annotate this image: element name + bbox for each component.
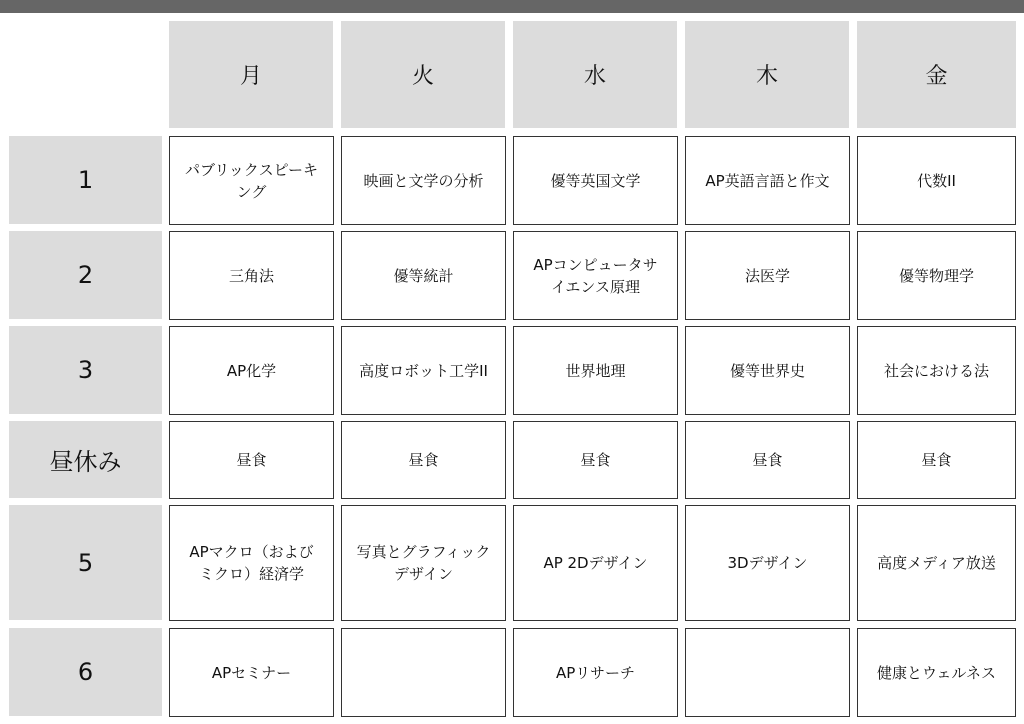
class-name: パブリックスピーキング bbox=[184, 160, 319, 201]
class-name: 昼食 bbox=[580, 451, 611, 469]
class-name: APマクロ（およびミクロ）経済学 bbox=[189, 543, 314, 583]
schedule-cell bbox=[685, 421, 850, 499]
schedule-cell bbox=[685, 628, 850, 717]
period-header-1: 1 bbox=[9, 136, 162, 224]
class-name: 昼食 bbox=[752, 451, 783, 469]
class-name: 昼食 bbox=[236, 451, 267, 469]
schedule-cell bbox=[169, 505, 334, 621]
class-name: 代数II bbox=[917, 171, 956, 190]
class-name: 法医学 bbox=[744, 266, 790, 285]
period-header-5: 5 bbox=[9, 505, 162, 620]
schedule-cell bbox=[169, 231, 334, 320]
class-name: 社会における法 bbox=[883, 361, 989, 380]
class-name: 昼食 bbox=[408, 451, 439, 469]
schedule-cell bbox=[169, 421, 334, 499]
schedule-cell bbox=[857, 136, 1016, 225]
class-name: 昼食 bbox=[921, 451, 952, 469]
class-name: APセミナー bbox=[211, 663, 292, 682]
day-header-tue: 火 bbox=[341, 21, 505, 128]
schedule-cell bbox=[685, 231, 850, 320]
schedule-cell bbox=[513, 421, 678, 499]
schedule-cell bbox=[341, 326, 506, 415]
schedule-cell bbox=[341, 136, 506, 225]
schedule-cell bbox=[513, 136, 678, 225]
class-name: 高度メディア放送 bbox=[877, 554, 996, 572]
schedule-cell bbox=[513, 505, 678, 621]
class-name: AP 2Dデザイン bbox=[543, 554, 648, 572]
schedule-cell bbox=[513, 628, 678, 717]
schedule-cell bbox=[169, 628, 334, 717]
schedule-cell bbox=[685, 505, 850, 621]
period-header-3: 3 bbox=[9, 326, 162, 414]
schedule-cell bbox=[341, 628, 506, 717]
day-header-mon: 月 bbox=[169, 21, 333, 128]
period-header-6: 6 bbox=[9, 628, 162, 716]
class-name: 世界地理 bbox=[565, 361, 626, 380]
class-name: 高度ロボット工学II bbox=[359, 361, 488, 380]
class-name: 優等世界史 bbox=[729, 361, 805, 380]
schedule-cell bbox=[857, 326, 1016, 415]
class-name: 優等物理学 bbox=[898, 266, 974, 285]
day-header-thu: 木 bbox=[685, 21, 849, 128]
schedule-cell bbox=[513, 326, 678, 415]
schedule-cell bbox=[341, 231, 506, 320]
day-header-fri: 金 bbox=[857, 21, 1016, 128]
class-name: 映画と文学の分析 bbox=[363, 171, 484, 190]
schedule-cell bbox=[857, 505, 1016, 621]
class-name: AP英語言語と作文 bbox=[705, 171, 830, 190]
class-name: APコンピュータサイエンス原理 bbox=[533, 255, 658, 296]
class-name: APリサーチ bbox=[555, 663, 635, 682]
class-name: 3Dデザイン bbox=[727, 554, 808, 572]
schedule-cell bbox=[857, 231, 1016, 320]
period-header-2: 2 bbox=[9, 231, 162, 319]
schedule-cell bbox=[685, 136, 850, 225]
schedule-cell bbox=[513, 231, 678, 320]
class-name: AP化学 bbox=[226, 361, 277, 380]
class-name: 健康とウェルネス bbox=[877, 663, 996, 682]
class-name: 優等統計 bbox=[393, 266, 454, 285]
schedule-cell bbox=[857, 628, 1016, 717]
day-header-wed: 水 bbox=[513, 21, 677, 128]
schedule-cell bbox=[857, 421, 1016, 499]
schedule-cell bbox=[685, 326, 850, 415]
period-header-lunch: 昼休み bbox=[9, 421, 162, 498]
top-bar bbox=[0, 0, 1024, 13]
schedule-cell bbox=[341, 505, 506, 621]
class-name: 優等英国文学 bbox=[550, 171, 641, 190]
class-name: 三角法 bbox=[228, 266, 274, 285]
schedule-cell bbox=[169, 326, 334, 415]
class-name: 写真とグラフィックデザイン bbox=[356, 543, 491, 583]
schedule-cell bbox=[341, 421, 506, 499]
schedule-cell bbox=[169, 136, 334, 225]
